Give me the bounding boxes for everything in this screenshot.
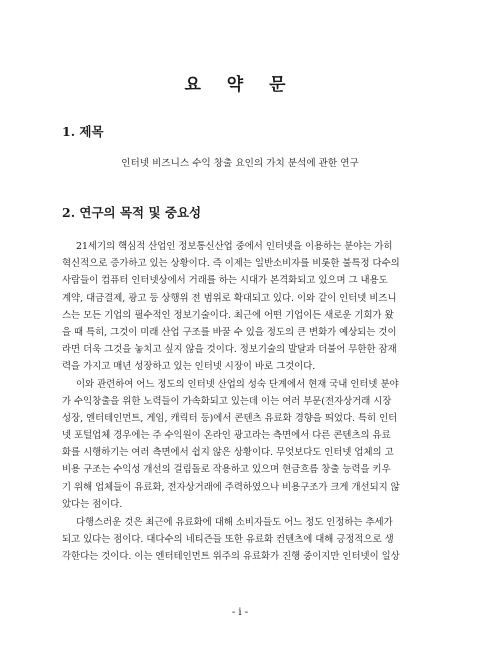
- body-line: 기 위해 업체들이 유료화, 전자상거래에 주력하였으나 비용구조가 크게 개선되지 않: [62, 481, 400, 493]
- body-line: 력을 가지고 매년 성장하고 있는 인터넷 시장이 바로 그것이다.: [62, 361, 316, 373]
- body-line: 사람들이 컴퓨터 인터넷상에서 거래를 하는 시대가 본격화되고 있으며 그 내용도: [62, 275, 388, 287]
- section-heading-purpose: 2. 연구의 목적 및 중요성: [62, 205, 202, 220]
- body-line: 을 때 특히, 그것이 미래 산업 구조를 바꿀 수 있을 정도의 큰 변화가 예상되는 것이: [62, 326, 397, 338]
- body-line: 되고 있다는 점이다. 대다수의 네티즌들 또한 유료화 컨텐츠에 대해 긍정적으로 생: [62, 534, 394, 546]
- body-line: 계약, 대금결제, 광고 등 상행위 전 범위로 확대되고 있다. 이와 같이 인터넷 비즈니: [62, 292, 397, 304]
- body-line: 았다는 점이다.: [62, 498, 123, 510]
- body-line: 넷 포털업체 경우에는 주 수익원이 온라인 광고라는 측면에서 다른 콘텐츠의 유료: [62, 430, 391, 442]
- body-line: 21세기의 핵심적 산업인 정보통신산업 중에서 인터넷을 이용하는 분야는 가히: [76, 241, 393, 252]
- body-line: 이와 관련하여 어느 정도의 인터넷 산업의 성숙 단계에서 현재 국내 인터넷 분야: [76, 378, 399, 390]
- body-line: 스는 모든 기업의 필수적인 정보기술이다. 최근에 어떤 기업이든 새로운 기회가 왔: [62, 309, 394, 321]
- body-line: 혁신적으로 증가하고 있는 상황이다. 즉 이제는 일반소비자를 비롯한 불특정 다수의: [62, 258, 400, 270]
- section-body: [62, 238, 422, 566]
- document-title: 요 약 문: [184, 75, 296, 95]
- body-line: 가 수익창출을 위한 노력들이 가속화되고 있는데 이는 여러 부문(전자상거래 시장: [62, 395, 392, 407]
- body-line: 성장, 엔터테인먼트, 게임, 캐릭터 등)에서 콘텐츠 유료화 경향을 띄었다. 특히 인터: [62, 412, 398, 424]
- section-heading-title: 1. 제목: [62, 124, 104, 139]
- body-line: 화를 시행하기는 여러 측면에서 쉽지 않은 상황이다. 무엇보다도 인터넷 업체의 고: [62, 447, 394, 459]
- page-number: - i -: [231, 607, 249, 618]
- body-line: 비용 구조는 수익성 개선의 걸림돌로 작용하고 있으며 현금흐름 창출 능력을 키우: [62, 464, 391, 476]
- body-line: 라면 더욱 그것을 놓치고 싶지 않을 것이다. 정보기술의 발달과 더불어 무한한 잠재: [62, 344, 397, 356]
- body-line: 각한다는 것이다. 이는 엔터테인먼트 위주의 유료화가 진행 중이지만 인터넷이 일상: [62, 551, 400, 563]
- research-subject: 인터넷 비즈니스 수익 창출 요인의 가치 분석에 관한 연구: [121, 158, 359, 169]
- body-line: 다행스러운 것은 최근에 유료화에 대해 소비자들도 어느 정도 인정하는 추세가: [76, 517, 393, 528]
